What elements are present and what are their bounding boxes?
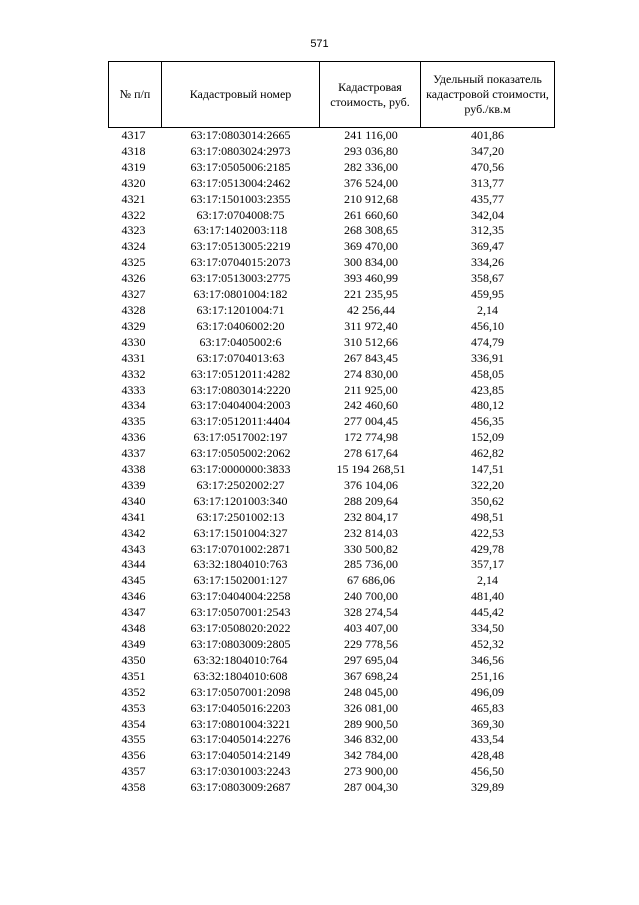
cadastral-number-cell: 63:17:0404004:2258	[190, 589, 291, 604]
row-number-cell: 4323	[121, 223, 146, 238]
cadastral-cost-cell: 15 194 268,51	[336, 462, 406, 477]
unit-indicator-cell: 342,04	[471, 207, 504, 222]
unit-indicator-cell: 347,20	[471, 143, 504, 158]
cadastral-number-cell: 63:32:1804010:764	[193, 652, 288, 667]
cadastral-number-cell: 63:17:1201003:340	[193, 493, 288, 508]
cadastral-number-cell: 63:17:0803009:2687	[190, 780, 291, 795]
row-number-cell: 4350	[121, 652, 146, 667]
unit-indicator-cell: 369,47	[471, 239, 504, 254]
cadastral-number-cell: 63:17:2501002:13	[196, 509, 285, 524]
cadastral-cost-cell: 311 972,40	[344, 318, 398, 333]
cadastral-cost-cell: 282 336,00	[344, 159, 398, 174]
table-row	[109, 573, 555, 589]
unit-indicator-cell: 2,14	[477, 302, 498, 317]
cadastral-cost-cell: 268 308,65	[344, 223, 398, 238]
unit-indicator-cell: 445,42	[471, 605, 504, 620]
table-row	[109, 542, 555, 558]
table-row	[109, 462, 555, 478]
cadastral-number-cell: 63:17:0801004:182	[193, 287, 288, 302]
cadastral-cost-cell: 326 081,00	[344, 700, 398, 715]
unit-indicator-cell: 458,05	[471, 366, 504, 381]
cadastral-cost-cell: 221 235,95	[344, 287, 398, 302]
unit-indicator-cell: 152,09	[471, 430, 504, 445]
cadastral-cost-cell: 211 925,00	[344, 382, 398, 397]
cadastral-cost-cell: 67 686,06	[347, 573, 395, 588]
row-number-cell: 4334	[121, 398, 146, 413]
row-number-cell: 4357	[121, 764, 146, 779]
unit-indicator-cell: 428,48	[471, 748, 504, 763]
row-number-cell: 4354	[121, 716, 146, 731]
cadastral-number-cell: 63:17:1501004:327	[193, 525, 288, 540]
unit-indicator-cell: 435,77	[471, 191, 504, 206]
cadastral-cost-cell: 346 832,00	[344, 732, 398, 747]
cadastral-cost-cell: 285 736,00	[344, 557, 398, 572]
table-row	[109, 383, 555, 399]
row-number-cell: 4320	[121, 175, 146, 190]
cadastral-number-cell: 63:17:0405002:6	[199, 334, 282, 349]
table-row	[109, 255, 555, 271]
unit-indicator-cell: 313,77	[471, 175, 504, 190]
row-number-cell: 4351	[121, 668, 146, 683]
table-row	[109, 621, 555, 637]
cadastral-cost-cell: 367 698,24	[344, 668, 398, 683]
cadastral-cost-cell: 310 512,66	[344, 334, 398, 349]
cadastral-cost-cell: 232 804,17	[344, 509, 398, 524]
unit-indicator-cell: 496,09	[471, 684, 504, 699]
cadastral-number-cell: 63:17:2502002:27	[196, 477, 285, 492]
cadastral-number-cell: 63:17:0701002:2871	[190, 541, 291, 556]
row-number-cell: 4325	[121, 255, 146, 270]
table-row	[109, 398, 555, 414]
table-row	[109, 208, 555, 224]
table-header-row	[109, 62, 555, 128]
row-number-cell: 4358	[121, 780, 146, 795]
row-number-cell: 4352	[121, 684, 146, 699]
row-number-cell: 4343	[121, 541, 146, 556]
table-row	[109, 176, 555, 192]
table-row	[109, 701, 555, 717]
row-number-cell: 4346	[121, 589, 146, 604]
cadastral-cost-cell: 273 900,00	[344, 764, 398, 779]
unit-indicator-cell: 474,79	[471, 334, 504, 349]
table-row	[109, 319, 555, 335]
unit-indicator-cell: 329,89	[471, 780, 504, 795]
unit-indicator-cell: 2,14	[477, 573, 498, 588]
row-number-cell: 4341	[121, 509, 146, 524]
unit-indicator-cell: 480,12	[471, 398, 504, 413]
cadastral-number-cell: 63:17:1402003:118	[193, 223, 288, 238]
cadastral-cost-cell: 376 524,00	[344, 175, 398, 190]
cadastral-cost-cell: 300 834,00	[344, 255, 398, 270]
header-cadastral-number: Кадастровый номер	[162, 62, 320, 128]
cadastral-cost-cell: 240 700,00	[344, 589, 398, 604]
cadastral-cost-cell: 403 407,00	[344, 621, 398, 636]
cadastral-cost-cell: 267 843,45	[344, 350, 398, 365]
unit-indicator-cell: 498,51	[471, 509, 504, 524]
row-number-cell: 4324	[121, 239, 146, 254]
table-row	[109, 653, 555, 669]
row-number-cell: 4336	[121, 430, 146, 445]
cadastral-cost-cell: 328 274,54	[344, 605, 398, 620]
unit-indicator-cell: 433,54	[471, 732, 504, 747]
table-row	[109, 510, 555, 526]
cadastral-cost-cell: 393 460,99	[344, 271, 398, 286]
row-number-cell: 4318	[121, 143, 146, 158]
row-number-cell: 4317	[121, 128, 146, 142]
cadastral-number-cell: 63:17:1201004:71	[196, 302, 285, 317]
table-row	[109, 764, 555, 780]
unit-indicator-cell: 369,30	[471, 716, 504, 731]
cadastral-number-cell: 63:17:0405014:2276	[190, 732, 291, 747]
table-row	[109, 160, 555, 176]
table-row	[109, 526, 555, 542]
cadastral-number-cell: 63:17:0803014:2665	[190, 128, 291, 142]
cadastral-number-cell: 63:32:1804010:608	[193, 668, 288, 683]
unit-indicator-cell: 456,10	[471, 318, 504, 333]
cadastral-number-cell: 63:17:0517002:197	[193, 430, 288, 445]
table-row	[109, 685, 555, 701]
unit-indicator-cell: 481,40	[471, 589, 504, 604]
unit-indicator-cell: 429,78	[471, 541, 504, 556]
cadastral-cost-cell: 210 912,68	[344, 191, 398, 206]
row-number-cell: 4348	[121, 621, 146, 636]
unit-indicator-cell: 423,85	[471, 382, 504, 397]
cadastral-number-cell: 63:17:0803009:2805	[190, 637, 291, 651]
cadastral-cost-cell: 376 104,06	[344, 477, 398, 492]
table-row	[109, 446, 555, 462]
unit-indicator-cell: 470,56	[471, 159, 504, 174]
cadastral-cost-cell: 242 460,60	[344, 398, 398, 413]
row-number-cell: 4338	[121, 462, 146, 477]
cadastral-cost-cell: 288 209,64	[344, 493, 398, 508]
cadastral-cost-cell: 278 617,64	[344, 446, 398, 461]
cadastral-cost-cell: 172 774,98	[344, 430, 398, 445]
cadastral-number-cell: 63:17:0512011:4404	[190, 414, 291, 429]
unit-indicator-cell: 465,83	[471, 700, 504, 715]
table-body	[109, 128, 555, 797]
cadastral-number-cell: 63:17:0507001:2098	[190, 684, 291, 699]
unit-indicator-cell: 334,50	[471, 621, 504, 636]
table-row	[109, 335, 555, 351]
table-row	[109, 128, 555, 144]
cadastral-cost-cell: 297 695,04	[344, 652, 398, 667]
cadastral-number-cell: 63:17:1501003:2355	[190, 191, 291, 206]
row-number-cell: 4326	[121, 271, 146, 286]
table-row	[109, 669, 555, 685]
cadastral-number-cell: 63:17:0508020:2022	[190, 621, 291, 636]
cadastral-number-cell: 63:17:0507001:2543	[190, 605, 291, 620]
table-row	[109, 144, 555, 160]
unit-indicator-cell: 336,91	[471, 350, 504, 365]
cadastral-number-cell: 63:17:0405016:2203	[190, 700, 291, 715]
table-row	[109, 717, 555, 733]
unit-indicator-cell: 358,67	[471, 271, 504, 286]
row-number-cell: 4319	[121, 159, 146, 174]
unit-indicator-cell: 401,86	[471, 128, 504, 142]
cadastral-number-cell: 63:17:0803014:2220	[190, 382, 291, 397]
cadastral-number-cell: 63:17:0803024:2973	[190, 143, 291, 158]
cadastral-number-cell: 63:17:0406002:20	[196, 318, 285, 333]
cadastral-cost-cell: 277 004,45	[344, 414, 398, 429]
unit-indicator-cell: 350,62	[471, 493, 504, 508]
cadastral-cost-cell: 330 500,82	[344, 541, 398, 556]
table-row	[109, 287, 555, 303]
cadastral-number-cell: 63:17:0801004:3221	[190, 716, 291, 731]
row-number-cell: 4353	[121, 700, 146, 715]
cadastral-number-cell: 63:17:0513005:2219	[190, 239, 291, 254]
cadastral-number-cell: 63:17:0512011:4282	[190, 366, 291, 381]
unit-indicator-cell: 456,35	[471, 414, 504, 429]
row-number-cell: 4344	[121, 557, 146, 572]
header-row-number: № п/п	[109, 62, 162, 128]
row-number-cell: 4321	[121, 191, 146, 206]
unit-indicator-cell: 251,16	[471, 668, 504, 683]
table-row	[109, 351, 555, 367]
cadastral-cost-cell: 261 660,60	[344, 207, 398, 222]
cadastral-number-cell: 63:17:0301003:2243	[190, 764, 291, 779]
cadastral-number-cell: 63:17:0405014:2149	[190, 748, 291, 763]
row-number-cell: 4332	[121, 366, 146, 381]
cadastral-cost-cell: 232 814,03	[344, 525, 398, 540]
cadastral-cost-cell: 241 116,00	[344, 128, 398, 142]
table-row	[109, 239, 555, 255]
cadastral-cost-cell: 289 900,50	[344, 716, 398, 731]
cadastral-cost-cell: 248 045,00	[344, 684, 398, 699]
unit-indicator-cell: 147,51	[471, 462, 504, 477]
header-cadastral-cost: Кадастровая стоимость, руб.	[320, 62, 421, 128]
table-row	[109, 303, 555, 319]
table-row	[109, 367, 555, 383]
cadastral-number-cell: 63:17:0000000:3833	[190, 462, 291, 477]
row-number-cell: 4345	[121, 573, 146, 588]
unit-indicator-cell: 322,20	[471, 477, 504, 492]
header-unit-indicator: Удельный показатель кадастровой стоимости, руб./кв.м	[421, 62, 555, 128]
cadastral-number-cell: 63:17:0404004:2003	[190, 398, 291, 413]
table-row	[109, 271, 555, 287]
cadastral-number-cell: 63:17:0513004:2462	[190, 175, 291, 190]
row-number-cell: 4347	[121, 605, 146, 620]
cadastral-cost-cell: 274 830,00	[344, 366, 398, 381]
table-row	[109, 637, 555, 653]
unit-indicator-cell: 422,53	[471, 525, 504, 540]
table-row	[109, 414, 555, 430]
unit-indicator-cell: 334,26	[471, 255, 504, 270]
row-number-cell: 4349	[121, 637, 146, 651]
row-number-cell: 4356	[121, 748, 146, 763]
cadastral-number-cell: 63:17:0505002:2062	[190, 446, 291, 461]
cadastral-number-cell: 63:17:1502001:127	[193, 573, 288, 588]
table-row	[109, 748, 555, 764]
cadastral-number-cell: 63:32:1804010:763	[193, 557, 288, 572]
page-number: 571	[310, 38, 329, 50]
unit-indicator-cell: 346,56	[471, 652, 504, 667]
row-number-cell: 4329	[121, 318, 146, 333]
table-row	[109, 605, 555, 621]
cadastral-number-cell: 63:17:0704013:63	[196, 350, 285, 365]
cadastral-cost-cell: 229 778,56	[344, 637, 398, 651]
row-number-cell: 4355	[121, 732, 146, 747]
unit-indicator-cell: 456,50	[471, 764, 504, 779]
unit-indicator-cell: 357,17	[471, 557, 504, 572]
cadastral-number-cell: 63:17:0704015:2073	[190, 255, 291, 270]
cadastral-cost-cell: 293 036,80	[344, 143, 398, 158]
row-number-cell: 4337	[121, 446, 146, 461]
cadastral-cost-cell: 287 004,30	[344, 780, 398, 795]
table-row	[109, 478, 555, 494]
cadastral-value-table	[108, 61, 555, 796]
row-number-cell: 4333	[121, 382, 146, 397]
unit-indicator-cell: 312,35	[471, 223, 504, 238]
table-row	[109, 223, 555, 239]
row-number-cell: 4339	[121, 477, 146, 492]
table-row	[109, 557, 555, 573]
row-number-cell: 4322	[121, 207, 146, 222]
unit-indicator-cell: 452,32	[471, 637, 504, 651]
unit-indicator-cell: 459,95	[471, 287, 504, 302]
row-number-cell: 4340	[121, 493, 146, 508]
cadastral-number-cell: 63:17:0704008:75	[196, 207, 285, 222]
cadastral-cost-cell: 342 784,00	[344, 748, 398, 763]
table-row	[109, 780, 555, 796]
unit-indicator-cell: 462,82	[471, 446, 504, 461]
cadastral-number-cell: 63:17:0505006:2185	[190, 159, 291, 174]
row-number-cell: 4331	[121, 350, 146, 365]
cadastral-cost-cell: 42 256,44	[347, 302, 395, 317]
row-number-cell: 4330	[121, 334, 146, 349]
row-number-cell: 4328	[121, 302, 146, 317]
table-row	[109, 430, 555, 446]
table-row	[109, 192, 555, 208]
cadastral-number-cell: 63:17:0513003:2775	[190, 271, 291, 286]
row-number-cell: 4327	[121, 287, 146, 302]
table-row	[109, 732, 555, 748]
table-row	[109, 589, 555, 605]
cadastral-cost-cell: 369 470,00	[344, 239, 398, 254]
row-number-cell: 4335	[121, 414, 146, 429]
table-row	[109, 494, 555, 510]
row-number-cell: 4342	[121, 525, 146, 540]
